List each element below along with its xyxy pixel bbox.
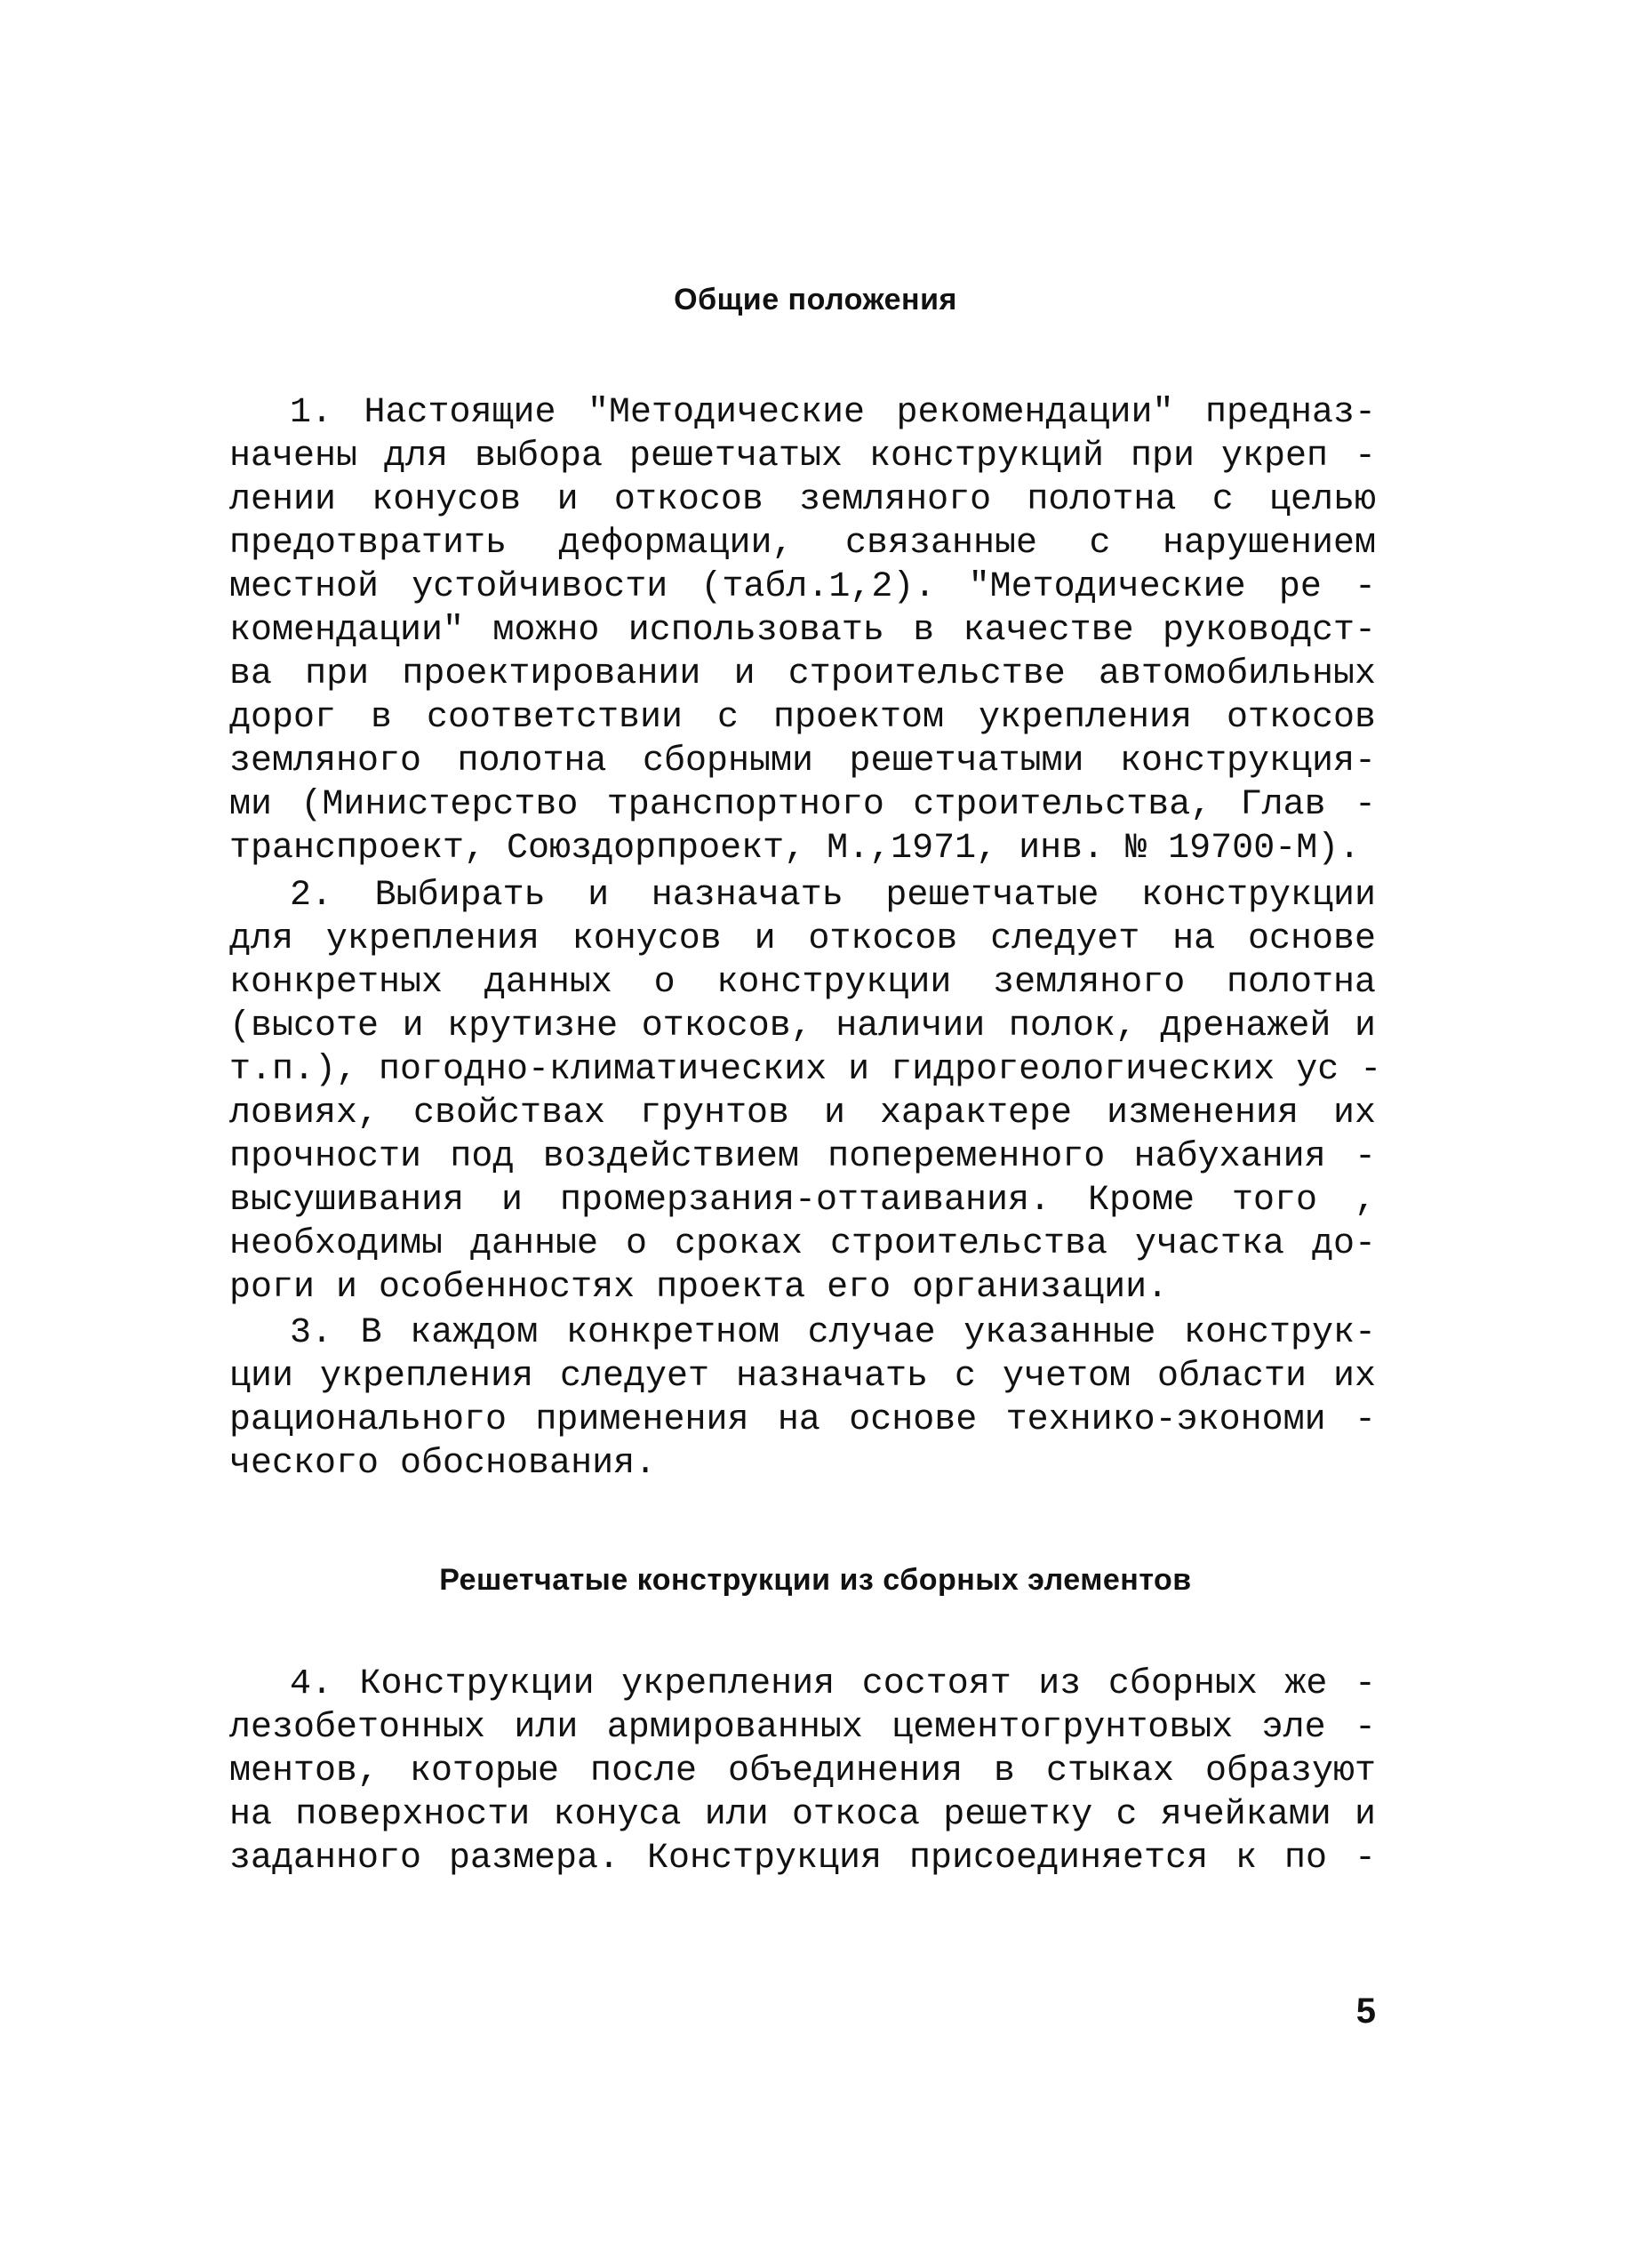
text-line: 2. Выбирать и назначать решетчатые конструкции: [290, 876, 1376, 916]
page-number: 5: [1355, 1992, 1376, 2031]
text-line: т.п.), погодно-климатических и гидрогеологических ус -: [229, 1050, 1382, 1090]
section-heading-general-provisions: Общие положения: [674, 283, 957, 317]
paragraph-1: [229, 391, 1376, 870]
text-line: заданного размера. Конструкция присоединяется к по -: [229, 1839, 1376, 1879]
text-line: (высоте и крутизне откосов, наличии полок, дренажей и: [229, 1006, 1376, 1046]
paragraph-2: [229, 874, 1382, 1310]
paragraph-4: [229, 1663, 1376, 1880]
text-line: роги и особенностях проекта его организации.: [229, 1268, 1169, 1308]
text-line: ции укрепления следует назначать с учетом области их: [229, 1357, 1376, 1397]
text-line: дорог в соответствии с проектом укрепления откосов: [229, 698, 1376, 738]
paragraph-3: [229, 1311, 1376, 1486]
text-line: начены для выбора решетчатых конструкций при укреп -: [229, 437, 1376, 477]
text-line: ва при проектировании и строительстве автомобильных: [229, 654, 1376, 694]
text-line: транспроект, Союздорпроект, М.,1971, инв. № 19700-М).: [229, 829, 1361, 869]
text-line: 3. В каждом конкретном случае указанные конструк-: [290, 1313, 1376, 1353]
text-line: 1. Настоящие "Методические рекомендации" предназ-: [290, 393, 1376, 433]
text-line: местной устойчивости (табл.1,2). "Методические ре -: [229, 567, 1376, 607]
text-line: ческого обоснования.: [229, 1444, 657, 1484]
text-line: рационального применения на основе технико-экономи -: [229, 1400, 1376, 1440]
text-line: конкретных данных о конструкции земляного полотна: [229, 963, 1376, 1003]
section-heading-lattice-structures: Решетчатые конструкции из сборных элементов: [439, 1563, 1192, 1597]
text-line: на поверхности конуса или откоса решетку с ячейками и: [229, 1795, 1376, 1835]
text-line: ментов, которые после объединения в стыках образуют: [229, 1751, 1376, 1791]
text-line: прочности под воздействием попеременного набухания -: [229, 1137, 1376, 1177]
text-line: необходимы данные о сроках строительства участка до-: [229, 1224, 1376, 1264]
text-line: ловиях, свойствах грунтов и характере изменения их: [229, 1094, 1376, 1134]
text-line: для укрепления конусов и откосов следует на основе: [229, 919, 1376, 959]
text-line: лении конусов и откосов земляного полотна с целью: [229, 480, 1376, 520]
text-line: ми (Министерство транспортного строительства, Глав -: [229, 785, 1376, 825]
text-line: 4. Конструкции укрепления состоят из сборных же -: [290, 1664, 1376, 1704]
text-line: лезобетонных или армированных цементогрунтовых эле -: [229, 1708, 1376, 1748]
text-line: предотвратить деформации, связанные с нарушением: [229, 524, 1376, 564]
text-line: высушивания и промерзания-оттаивания. Кроме того ,: [229, 1181, 1376, 1221]
text-line: земляного полотна сборными решетчатыми конструкция-: [229, 741, 1376, 781]
text-line: комендации" можно использовать в качестве руководст-: [229, 611, 1376, 651]
